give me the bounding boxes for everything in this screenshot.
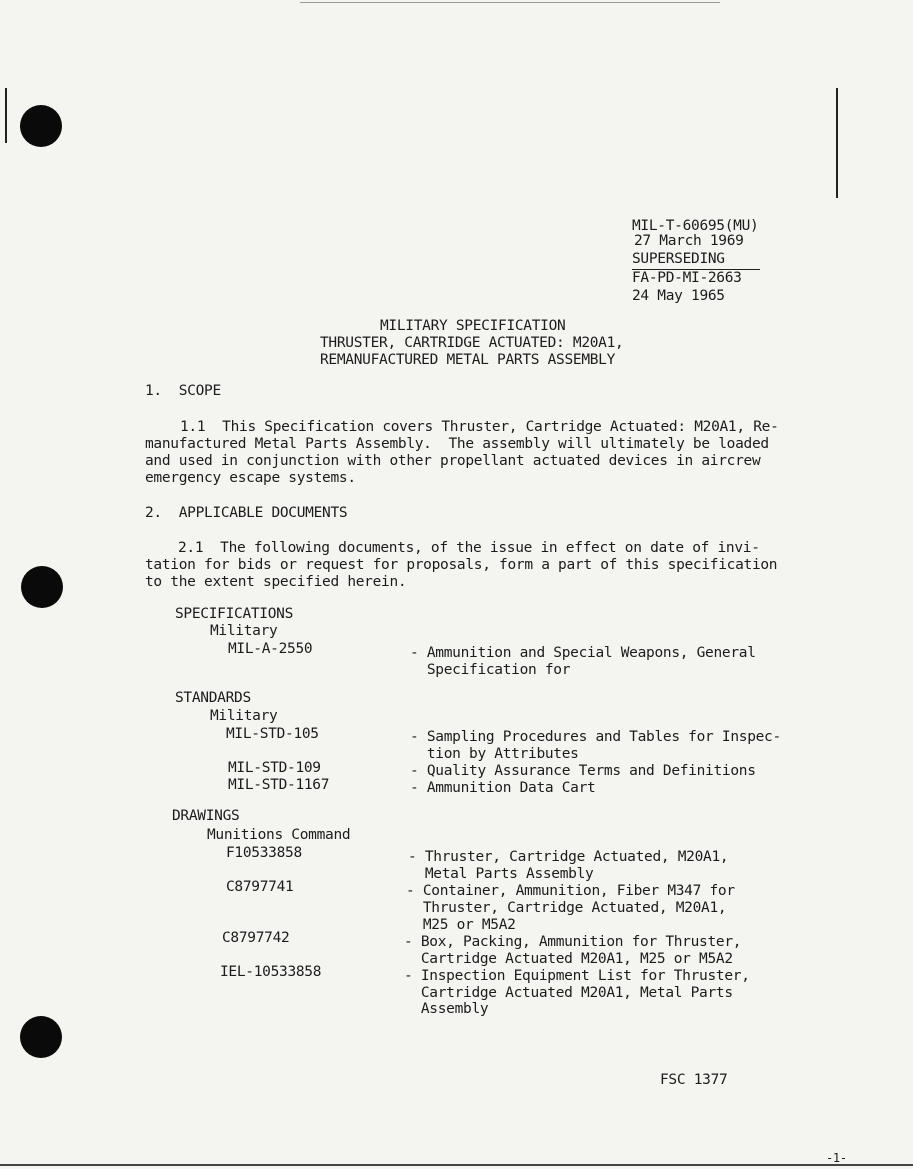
top-edge-dash bbox=[300, 2, 720, 3]
doc-description-cont: Cartridge Actuated M20A1, M25 or M5A2 bbox=[404, 951, 733, 967]
doc-number: MIL-A-2550 bbox=[228, 641, 313, 657]
doc-description: - Quality Assurance Terms and Definitions bbox=[410, 763, 756, 779]
section-2-1-line-2: tation for bids or request for proposals, form a part of this specification bbox=[145, 557, 778, 573]
title-line-3: REMANUFACTURED METAL PARTS ASSEMBLY bbox=[320, 352, 616, 368]
doc-description: - Box, Packing, Ammunition for Thruster, bbox=[404, 934, 742, 950]
doc-description-cont: Thruster, Cartridge Actuated, M20A1, bbox=[406, 900, 727, 916]
binder-hole-middle bbox=[21, 566, 63, 608]
title-line-2: THRUSTER, CARTRIDGE ACTUATED: M20A1, bbox=[320, 335, 624, 351]
title-line-1: MILITARY SPECIFICATION bbox=[380, 318, 566, 334]
spec-date: 27 March 1969 bbox=[634, 233, 744, 249]
section-1-heading: 1. SCOPE bbox=[145, 383, 221, 399]
doc-description: - Container, Ammunition, Fiber M347 for bbox=[406, 883, 735, 899]
doc-number: F10533858 bbox=[226, 845, 302, 861]
doc-description-cont: tion by Attributes bbox=[410, 746, 579, 762]
specifications-subheading: Military bbox=[210, 623, 278, 639]
section-2-heading: 2. APPLICABLE DOCUMENTS bbox=[145, 505, 348, 521]
drawings-heading: DRAWINGS bbox=[172, 808, 240, 824]
doc-description-cont: Metal Parts Assembly bbox=[408, 866, 594, 882]
bottom-edge-line bbox=[0, 1164, 913, 1166]
section-1-1-line-2: manufactured Metal Parts Assembly. The assembly will ultimately be loaded bbox=[145, 436, 769, 452]
section-2-1-line-1: 2.1 The following documents, of the issue in effect on date of invi- bbox=[178, 540, 760, 556]
doc-description-cont: Specification for bbox=[410, 662, 571, 678]
binder-hole-bottom bbox=[20, 1016, 62, 1058]
doc-description: - Inspection Equipment List for Thruster, bbox=[404, 968, 750, 984]
section-1-1-line-4: emergency escape systems. bbox=[145, 470, 356, 486]
doc-number: MIL-STD-109 bbox=[228, 760, 321, 776]
doc-number: IEL-10533858 bbox=[220, 964, 322, 980]
specifications-heading: SPECIFICATIONS bbox=[175, 606, 294, 622]
section-2-1-line-3: to the extent specified herein. bbox=[145, 574, 407, 590]
doc-description-cont: M25 or M5A2 bbox=[406, 917, 516, 933]
doc-description: - Thruster, Cartridge Actuated, M20A1, bbox=[408, 849, 729, 865]
right-edge-mark bbox=[836, 88, 838, 198]
doc-description-cont: Assembly bbox=[404, 1001, 489, 1017]
spec-number: MIL-T-60695(MU) bbox=[632, 218, 759, 234]
section-1-1-line-3: and used in conjunction with other propellant actuated devices in aircrew bbox=[145, 453, 761, 469]
doc-number: C8797741 bbox=[226, 879, 294, 895]
standards-subheading: Military bbox=[210, 708, 278, 724]
doc-description: - Ammunition and Special Weapons, General bbox=[410, 645, 756, 661]
superseded-number: FA-PD-MI-2663 bbox=[632, 270, 742, 286]
superseded-date: 24 May 1965 bbox=[632, 288, 725, 304]
doc-number: C8797742 bbox=[222, 930, 290, 946]
section-1-1-line-1: 1.1 This Specification covers Thruster, Cartridge Actuated: M20A1, Re- bbox=[180, 419, 779, 435]
standards-heading: STANDARDS bbox=[175, 690, 251, 706]
superseding-label: SUPERSEDING bbox=[632, 251, 760, 270]
fsc-code: FSC 1377 bbox=[660, 1072, 728, 1088]
drawings-subheading: Munitions Command bbox=[207, 827, 351, 843]
doc-number: MIL-STD-105 bbox=[226, 726, 319, 742]
binder-hole-top bbox=[20, 105, 62, 147]
left-edge-mark bbox=[5, 88, 7, 143]
doc-description-cont: Cartridge Actuated M20A1, Metal Parts bbox=[404, 985, 733, 1001]
doc-number: MIL-STD-1167 bbox=[228, 777, 330, 793]
doc-description: - Sampling Procedures and Tables for Inspec- bbox=[410, 729, 781, 745]
doc-description: - Ammunition Data Cart bbox=[410, 780, 596, 796]
page-mark: -1- bbox=[826, 1151, 847, 1165]
